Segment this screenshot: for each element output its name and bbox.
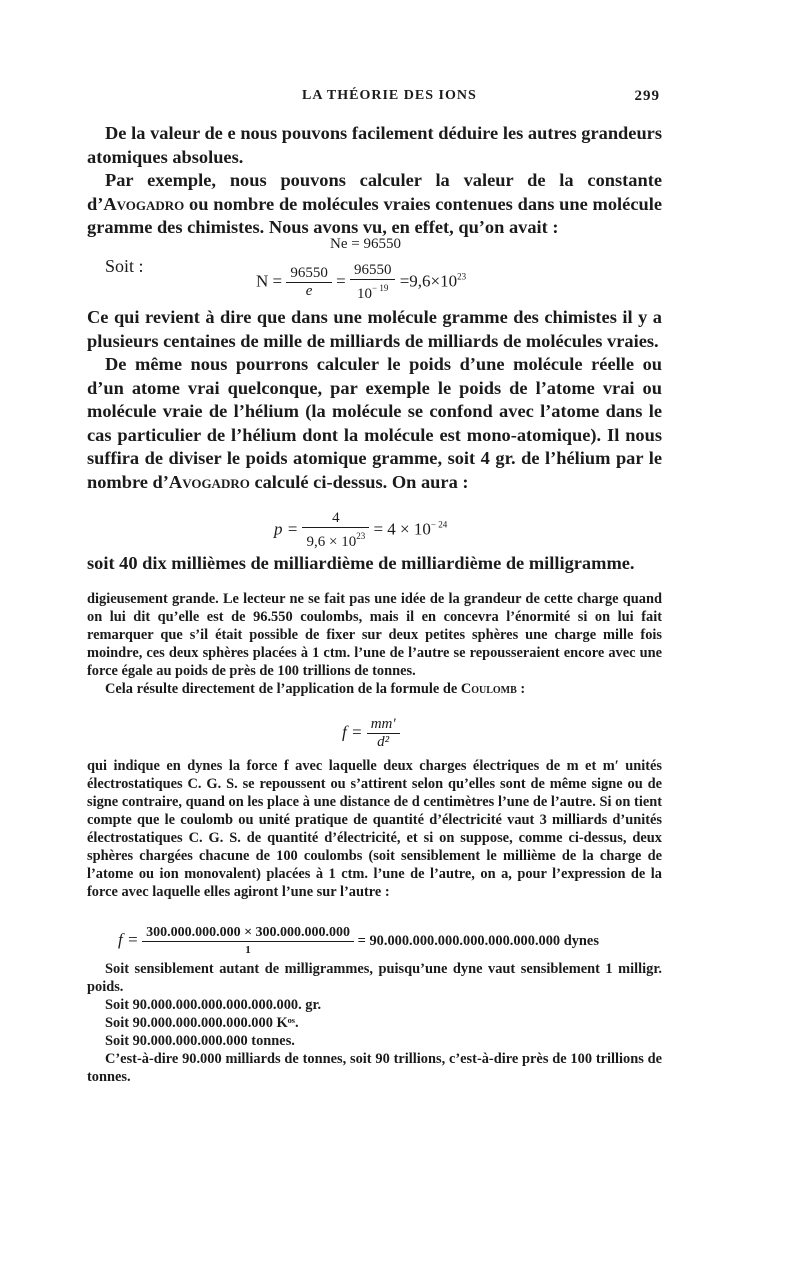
power-exponent: − 19 bbox=[372, 283, 389, 293]
note-2-before: Cela résulte directement de l’application de la formule de bbox=[105, 681, 461, 697]
equation-f-lhs: f = bbox=[342, 722, 363, 742]
fraction-96550-over-power bbox=[350, 262, 396, 303]
avogadro-name: Avogadro bbox=[168, 471, 250, 492]
fraction-denominator: e bbox=[305, 283, 313, 299]
tail-line-1: Soit sensiblement autant de milligrammes, puisqu’une dyne vaut sensiblement 1 milligr. poids. bbox=[87, 961, 662, 995]
force-result: = 90.000.000.000.000.000.000.000 dynes bbox=[357, 932, 599, 949]
tail-line-2: Soit 90.000.000.000.000.000.000. gr. bbox=[105, 997, 322, 1013]
paragraph-5: soit 40 dix millièmes de milliardième de milliardième de milligramme. bbox=[87, 553, 635, 573]
equation-n-lhs: N = bbox=[256, 271, 283, 291]
equation-force bbox=[118, 924, 599, 959]
footnote-block-middle bbox=[87, 757, 662, 901]
fraction-denominator bbox=[302, 528, 369, 551]
tail-line-5: C’est-à-dire 90.000 milliards de tonnes, soit 90 trillions, c’est-à-dire près de 100 trillions de tonnes. bbox=[87, 1051, 662, 1085]
equals-sign: = bbox=[336, 271, 346, 291]
paragraph-3: Ce qui revient à dire que dans une molécule gramme des chimistes il y a plusieurs centaines de mille de milliards de milliards de molécules vraies. bbox=[87, 307, 662, 351]
fraction-numerator: 300.000.000.000 × 300.000.000.000 bbox=[142, 924, 354, 942]
soit-label: Soit : bbox=[105, 256, 144, 276]
fraction-numerator: 96550 bbox=[286, 265, 332, 283]
fraction-numerator: 4 bbox=[302, 510, 369, 528]
page-header bbox=[88, 88, 660, 110]
equation-coulomb bbox=[342, 716, 400, 751]
power-base: 9,6 × 10 bbox=[306, 534, 357, 550]
main-text-middle bbox=[87, 306, 662, 494]
fraction-product-over-1 bbox=[142, 924, 354, 959]
result-exponent: − 24 bbox=[430, 519, 448, 530]
fraction-numerator: mm′ bbox=[367, 716, 400, 734]
paragraph-4 bbox=[87, 353, 662, 494]
equation-n bbox=[256, 262, 466, 303]
footnote-block-top bbox=[87, 590, 662, 698]
coulomb-name: Coulomb bbox=[460, 681, 517, 697]
fraction-mm-over-d2 bbox=[367, 716, 400, 751]
paragraph-4-before: De même nous pourrons calculer le poids d’une molécule réelle ou d’un atome vrai quelconque, par exemple le poids de l’atome vrai ou molécule vraie de l’hélium (la molécule se confond avec l’atome dans le cas particulier de l’hélium dont la molécule est mono-atomique). Il nous suffira de diviser le poids atomique gramme, soit 4 gr. de l’hélium par le nombre d’ bbox=[87, 354, 662, 492]
note-paragraph-3: qui indique en dynes la force f avec laquelle deux charges électriques de m et m′ unités électrostatiques C. G. S. se repoussent ou s’attirent selon qu’elles sont de même signe ou de signe contraire, quand on les place à une distance de d centimètres l’une de l’autre. Si on tient compte que le coulomb ou unité pratique de quantité d’électricité vaut 3 milliards d’unités électrostatiques C. G. S. de quantité d’électricité, et si on suppose, comme ci-dessus, deux sphères chargées chacune de 100 coulombs (soit sensiblement le millième de la charge de l’atome ou ion monovalent) placées à 1 ctm. l’une de l’autre, on a, pour l’expression de la force avec laquelle elles agiront l’une sur l’autre : bbox=[87, 758, 662, 900]
paragraph-4-after: calculé ci-dessus. On aura : bbox=[249, 471, 469, 492]
main-text-end bbox=[87, 552, 662, 576]
equation-p-lhs: p = bbox=[274, 519, 299, 539]
tail-line-3: Soit 90.000.000.000.000.000 Kᵒˢ. bbox=[105, 1015, 299, 1031]
main-text-top bbox=[87, 122, 662, 240]
fraction-denominator bbox=[350, 280, 396, 303]
equation-force-lhs: f = bbox=[118, 929, 139, 949]
paragraph-2 bbox=[87, 169, 662, 240]
note-paragraph-1: digieusement grande. Le lecteur ne se fait pas une idée de la grandeur de cette charge quand on lui dit qu’elle est de 96.550 coulombs, mais il en concevra l’énormité si on lui fait remarquer que s’il était possible de fixer sur deux petites sphères une charge mille fois moindre, ces deux sphères placées à 1 ctm. l’une de l’autre se repousseraient encore avec une force égale au poids de près de 100 trillions de tonnes. bbox=[87, 591, 662, 679]
fraction-4-over-power bbox=[302, 510, 369, 551]
paragraph-2-after: ou nombre de molécules vraies contenues dans une molécule gramme des chimistes. Nous avons vu, en effet, qu’on avait : bbox=[87, 193, 662, 237]
footnote-block-bottom bbox=[87, 960, 662, 1086]
fraction-96550-over-e bbox=[286, 265, 332, 300]
power-base: 10 bbox=[357, 286, 373, 302]
result-base: = 4 × 10 bbox=[373, 519, 431, 539]
power-exponent: 23 bbox=[356, 531, 366, 541]
paragraph-2-before: Par exemple, nous pouvons calculer la valeur de la constante d’ bbox=[87, 170, 662, 214]
equation-p bbox=[274, 510, 447, 551]
paragraph-1: De la valeur de e nous pouvons facilement déduire les autres grandeurs atomiques absolues. bbox=[87, 123, 662, 167]
result-exponent: 23 bbox=[457, 271, 467, 282]
result-base: =9,6×10 bbox=[399, 271, 458, 291]
page-number: 299 bbox=[634, 88, 660, 104]
running-title: LA THÉORIE DES IONS bbox=[302, 88, 477, 103]
fraction-numerator: 96550 bbox=[350, 262, 396, 280]
fraction-denominator: 1 bbox=[245, 944, 251, 956]
note-2-after: : bbox=[516, 681, 526, 697]
equation-ne: Ne = 96550 bbox=[330, 236, 401, 252]
fraction-denominator: d² bbox=[377, 734, 390, 750]
tail-line-4: Soit 90.000.000.000.000 tonnes. bbox=[105, 1033, 295, 1049]
note-paragraph-2 bbox=[87, 680, 662, 698]
avogadro-name: Avogadro bbox=[103, 193, 185, 214]
